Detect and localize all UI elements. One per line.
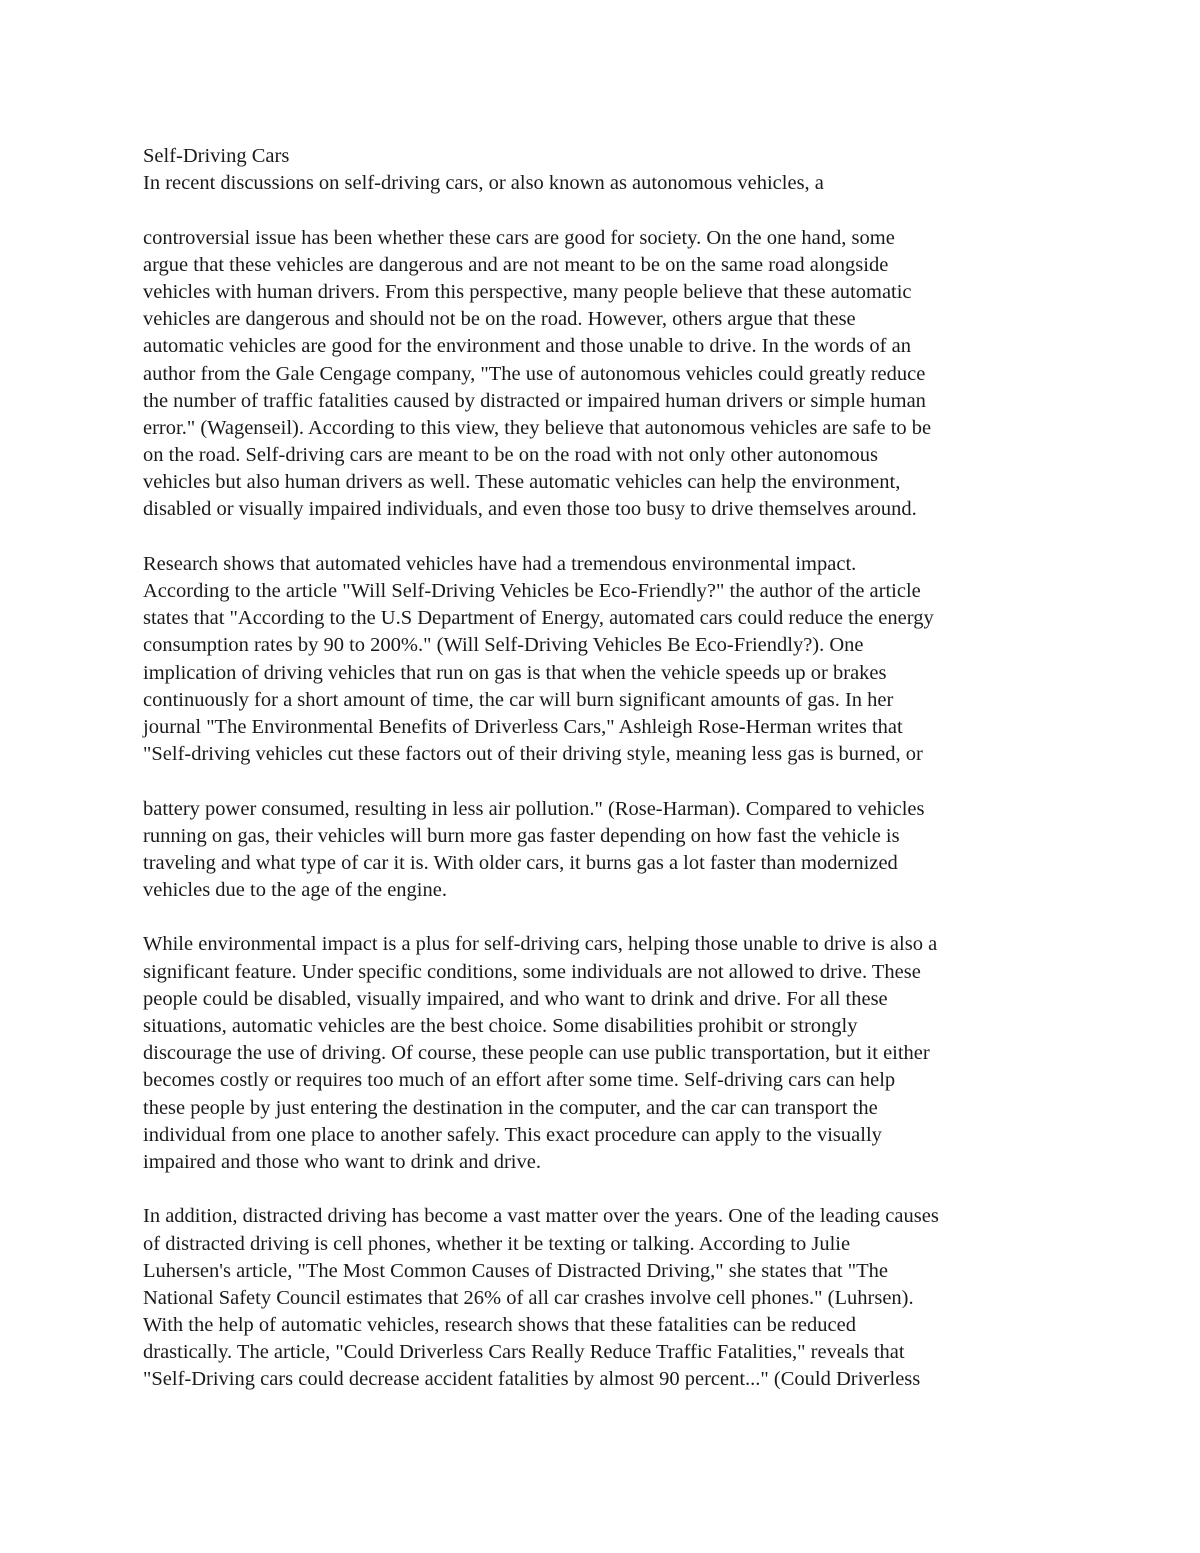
text-line: "Self-Driving cars could decrease accident fatalities by almost 90 percent..." (Could Driverless	[143, 1368, 921, 1391]
text-line: automatic vehicles are good for the environment and those unable to drive. In the words of an	[143, 335, 911, 358]
text-line: continuously for a short amount of time, the car will burn significant amounts of gas. In her	[143, 688, 894, 711]
paragraph-1	[143, 225, 1073, 524]
blank-line	[143, 1176, 1073, 1203]
text-line: these people by just entering the destination in the computer, and the car can transport the	[143, 1096, 878, 1119]
text-line: discourage the use of driving. Of course, these people can use public transportation, but it either	[143, 1042, 930, 1065]
text-line: significant feature. Under specific conditions, some individuals are not allowed to drive. These	[143, 960, 921, 983]
text-line: individual from one place to another safely. This exact procedure can apply to the visually	[143, 1123, 882, 1146]
text-line: author from the Gale Cengage company, "The use of autonomous vehicles could greatly reduce	[143, 362, 926, 385]
blank-line	[143, 768, 1073, 795]
intro-line: In recent discussions on self-driving cars, or also known as autonomous vehicles, a	[143, 172, 824, 195]
text-line: argue that these vehicles are dangerous and are not meant to be on the same road alongside	[143, 253, 889, 276]
text-line: implication of driving vehicles that run on gas is that when the vehicle speeds up or brakes	[143, 661, 887, 684]
text-line: becomes costly or requires too much of an effort after some time. Self-driving cars can help	[143, 1069, 896, 1092]
text-line: Research shows that automated vehicles have had a tremendous environmental impact.	[143, 552, 857, 575]
text-line: drastically. The article, "Could Driverless Cars Really Reduce Traffic Fatalities," reveals that	[143, 1341, 905, 1364]
paragraph-3	[143, 931, 1073, 1176]
text-line: on the road. Self-driving cars are meant to be on the road with not only other autonomous	[143, 444, 878, 467]
text-line: the number of traffic fatalities caused by distracted or impaired human drivers or simple human	[143, 389, 926, 412]
text-line: situations, automatic vehicles are the best choice. Some disabilities prohibit or strongly	[143, 1015, 858, 1037]
paragraph-2-continued	[143, 796, 1073, 905]
text-line: vehicles are dangerous and should not be on the road. However, others argue that these	[143, 308, 856, 331]
text-line: According to the article "Will Self-Driving Vehicles be Eco-Friendly?" the author of the article	[143, 580, 921, 602]
text-line: impaired and those who want to drink and drive.	[143, 1150, 541, 1173]
text-line: vehicles but also human drivers as well. These automatic vehicles can help the environment,	[143, 471, 901, 494]
paragraph-2	[143, 551, 1073, 769]
text-line: running on gas, their vehicles will burn more gas faster depending on how fast the vehicle is	[143, 824, 900, 847]
text-line: traveling and what type of car it is. With older cars, it burns gas a lot faster than modernized	[143, 851, 898, 874]
text-line: While environmental impact is a plus for self-driving cars, helping those unable to drive is also a	[143, 933, 938, 956]
text-line: error." (Wagenseil). According to this view, they believe that autonomous vehicles are safe to be	[143, 416, 932, 439]
document-title: Self-Driving Cars	[143, 145, 290, 167]
text-line: vehicles with human drivers. From this perspective, many people believe that these automatic	[143, 280, 912, 303]
text-line: National Safety Council estimates that 26% of all car crashes involve cell phones." (Luhrsen).	[143, 1286, 914, 1309]
text-line: In addition, distracted driving has become a vast matter over the years. One of the leading causes	[143, 1205, 939, 1228]
text-line: people could be disabled, visually impaired, and who want to drink and drive. For all these	[143, 987, 888, 1010]
text-line: "Self-driving vehicles cut these factors out of their driving style, meaning less gas is burned, or	[143, 743, 923, 766]
text-line: disabled or visually impaired individuals, and even those too busy to drive themselves around.	[143, 498, 917, 521]
blank-line	[143, 197, 1073, 224]
text-line: With the help of automatic vehicles, research shows that these fatalities can be reduced	[143, 1314, 856, 1337]
blank-line	[143, 904, 1073, 931]
text-line: of distracted driving is cell phones, whether it be texting or talking. According to Julie	[143, 1232, 851, 1255]
text-line: battery power consumed, resulting in less air pollution." (Rose-Harman). Compared to vehicles	[143, 797, 925, 820]
text-line: Luhersen's article, "The Most Common Causes of Distracted Driving," she states that "The	[143, 1259, 888, 1282]
text-line: consumption rates by 90 to 200%." (Will Self-Driving Vehicles Be Eco-Friendly?). One	[143, 634, 864, 657]
text-line: vehicles due to the age of the engine.	[143, 879, 447, 902]
paragraph-4	[143, 1203, 1073, 1393]
text-line: journal "The Environmental Benefits of Driverless Cars," Ashleigh Rose-Herman writes that	[143, 715, 903, 738]
text-line: states that "According to the U.S Department of Energy, automated cars could reduce the energy	[143, 607, 934, 630]
blank-line	[143, 524, 1073, 551]
document-body	[143, 143, 1073, 1394]
text-line: controversial issue has been whether these cars are good for society. On the one hand, some	[143, 226, 895, 249]
